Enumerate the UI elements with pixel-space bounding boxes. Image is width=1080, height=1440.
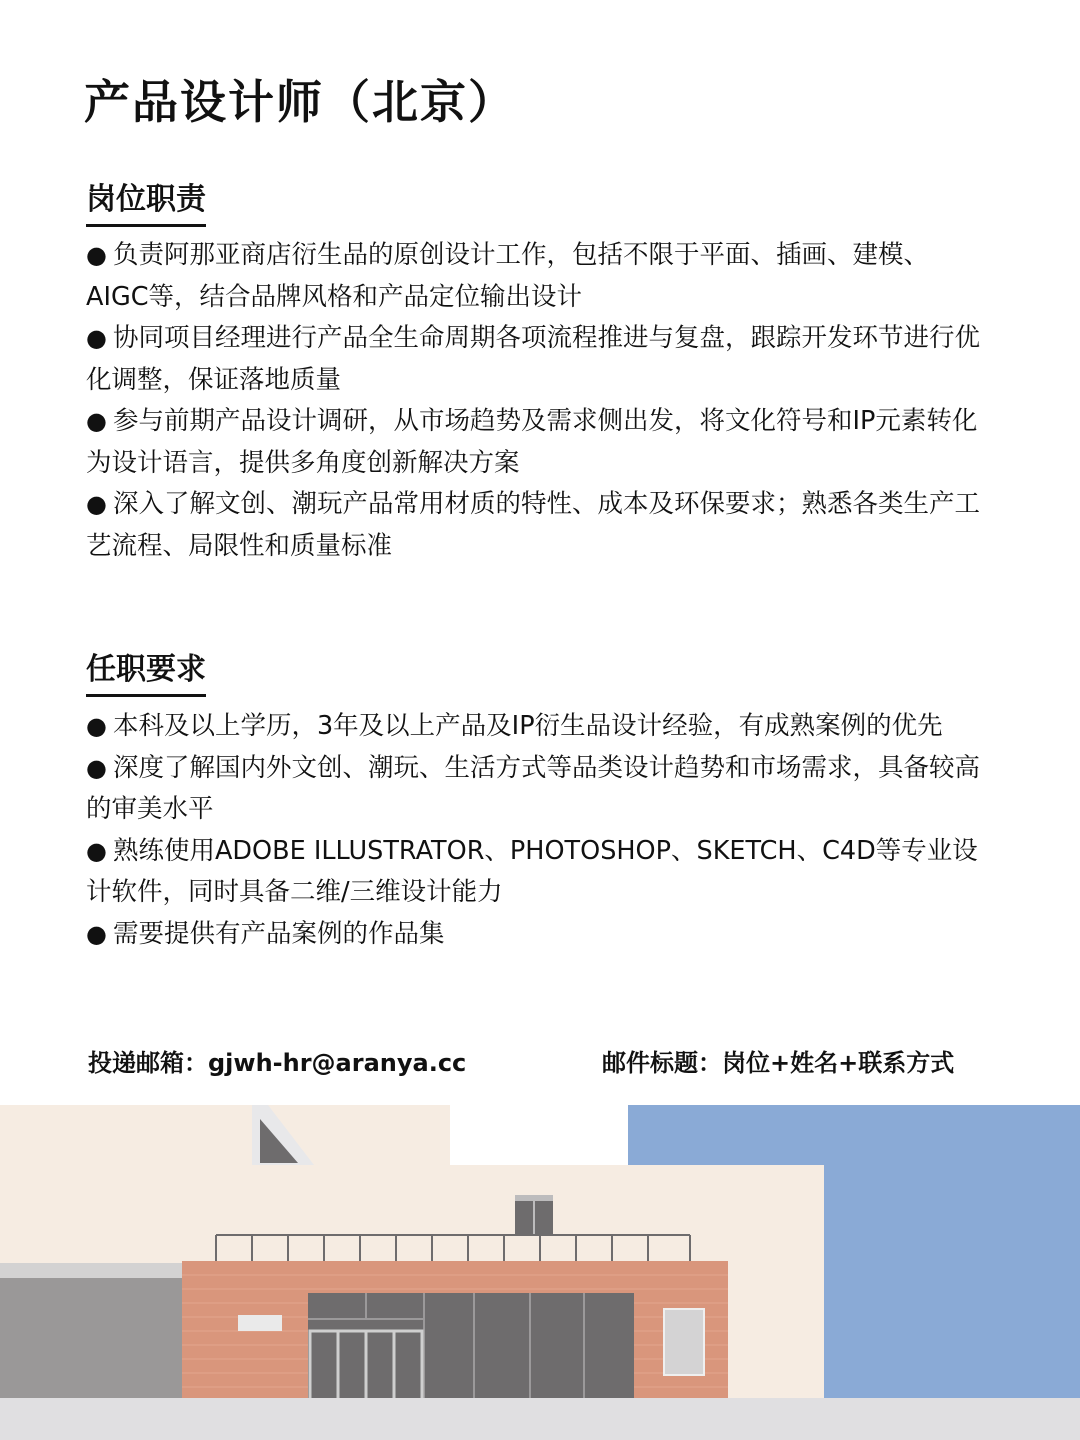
subject-value: 岗位+姓名+联系方式 — [722, 1049, 955, 1077]
upper-wall — [0, 1105, 450, 1165]
wall-panel — [664, 1309, 704, 1375]
email-contact — [88, 1043, 466, 1078]
subject-label: 邮件标题： — [602, 1049, 722, 1077]
list-item: ● 负责阿那亚商店衍生品的原创设计工作，包括不限于平面、插画、建模、AIGC等，结合品牌风格和产品定位输出设计 — [86, 240, 929, 312]
bullet-icon: ● — [86, 324, 107, 352]
bullet-icon: ● — [86, 490, 107, 518]
list-item: ● 深入了解文创、潮玩产品常用材质的特性、成本及环保要求；熟悉各类生产工艺流程、局限性和质量标准 — [86, 489, 980, 561]
bullet-icon: ● — [86, 753, 107, 782]
section-heading-duties: 岗位职责 — [86, 174, 206, 227]
requirements-list — [86, 706, 991, 955]
list-item: ● 需要提供有产品案例的作品集 — [86, 918, 445, 949]
list-item: ● 深度了解国内外文创、潮玩、生活方式等品类设计趋势和市场需求，具备较高的审美水平 — [86, 752, 980, 824]
sign-plaque — [238, 1315, 282, 1331]
section-heading-requirements: 任职要求 — [86, 644, 206, 697]
list-item: ● 熟练使用ADOBE ILLUSTRATOR、PHOTOSHOP、SKETCH、C4D等专业设计软件，同时具备二维/三维设计能力 — [86, 835, 978, 907]
email-link[interactable]: gjwh-hr@aranya.cc — [208, 1049, 467, 1077]
bullet-icon: ● — [86, 836, 107, 865]
bullet-icon: ● — [86, 241, 107, 269]
bullet-icon: ● — [86, 712, 107, 740]
list-item: ● 协同项目经理进行产品全生命周期各项流程推进与复盘，跟踪开发环节进行优化调整，保证落地质量 — [86, 323, 980, 395]
list-item: ● 本科及以上学历，3年及以上产品及IP衍生品设计经验，有成熟案例的优先 — [86, 711, 943, 741]
page-title: 产品设计师（北京） — [84, 75, 516, 129]
email-label: 投递邮箱： — [88, 1049, 208, 1077]
list-item: ● 参与前期产品设计调研，从市场趋势及需求侧出发，将文化符号和IP元素转化为设计语言，提供多角度创新解决方案 — [86, 406, 978, 478]
duties-list — [86, 235, 991, 567]
email-subject — [602, 1043, 954, 1078]
bullet-icon: ● — [86, 919, 107, 948]
bullet-icon: ● — [86, 407, 107, 435]
storefront-illustration — [0, 1105, 1080, 1440]
